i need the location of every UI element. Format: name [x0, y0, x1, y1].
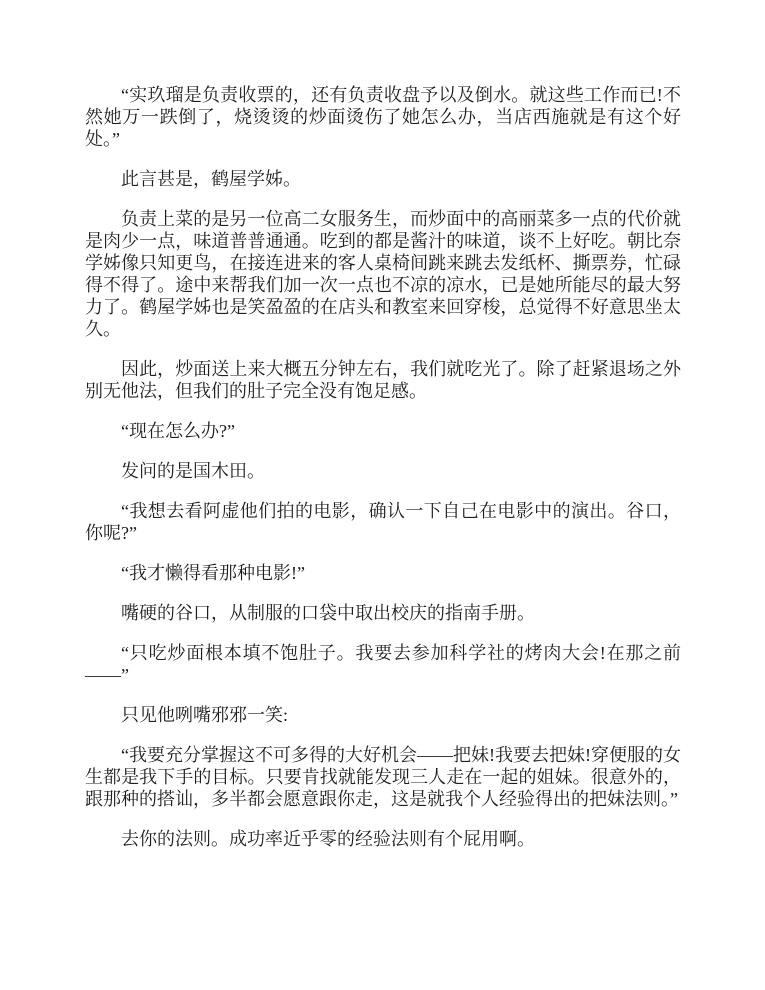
paragraph: 此言甚是，鹤屋学姊。 — [121, 169, 301, 189]
paragraph: 发问的是国木田。 — [121, 461, 265, 481]
paragraph: “我要充分掌握这不可多得的大好机会——把妹!我要去把妹!穿便服的女生都是我下手的目标。只要肯找就能发现三人走在一起的姐妹。很意外的，跟那种的搭讪，多半都会愿意跟你走，这是就我个人经验得出的把妹法则。” — [85, 745, 681, 809]
paragraph: “只吃炒面根本填不饱肚子。我要去参加科学社的烤肉大会!在那之前——” — [85, 643, 681, 685]
paragraph: “我想去看阿虚他们拍的电影，确认一下自己在电影中的演出。谷口，你呢?” — [85, 501, 681, 543]
paragraph: 负责上菜的是另一位高二女服务生，而炒面中的高丽菜多一点的代价就是肉少一点，味道普普通通。吃到的都是酱汁的味道，谈不上好吃。朝比奈学姊像只知更鸟，在接连进来的客人桌椅间跳来跳去发纸杯、撕票券，忙碌得不得了。途中来帮我们加一次一点也不凉的凉水，已是她所能尽的最大努力了。鹤屋学姊也是笑盈盈的在店头和教室来回穿梭，总觉得不好意思坐太久。 — [85, 209, 681, 339]
paragraph: 因此，炒面送上来大概五分钟左右，我们就吃光了。除了赶紧退场之外别无他法，但我们的肚子完全没有饱足感。 — [85, 359, 681, 401]
paragraph: 嘴硬的谷口，从制服的口袋中取出校庆的指南手册。 — [121, 603, 535, 623]
paragraph: 只见他咧嘴邪邪一笑: — [121, 705, 289, 725]
paragraph: 去你的法则。成功率近乎零的经验法则有个屁用啊。 — [121, 829, 535, 849]
paragraph: “实玖瑠是负责收票的，还有负责收盘予以及倒水。就这些工作而已!不然她万一跌倒了，烧烫烫的炒面烫伤了她怎么办，当店西施就是有这个好处。” — [85, 85, 681, 149]
text-block — [85, 84, 681, 850]
paragraph: “现在怎么办?” — [121, 421, 235, 441]
paragraph: “我才懒得看那种电影!” — [121, 563, 305, 583]
